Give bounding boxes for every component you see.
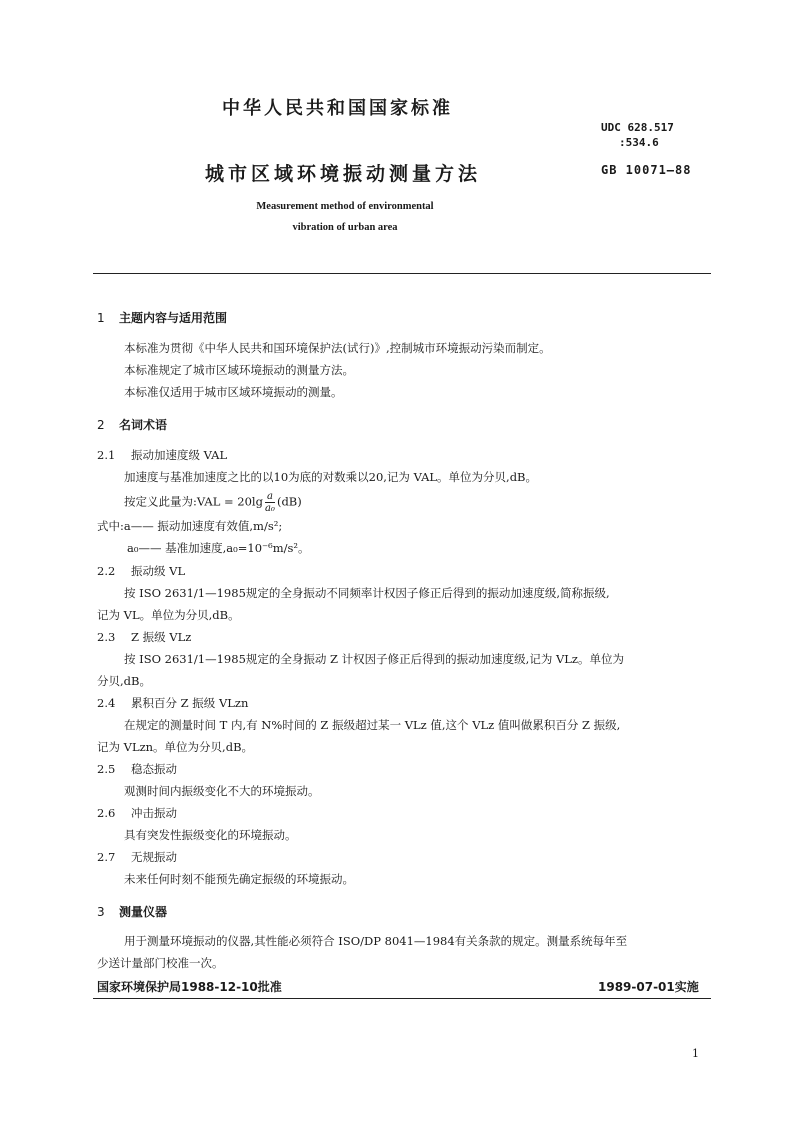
fraction <box>265 491 275 514</box>
subsection-number: 2.1 <box>97 448 116 462</box>
paragraph: 具有突发性振级变化的环境振动。 <box>124 828 297 842</box>
subsection-number: 2.3 <box>97 630 116 644</box>
section-title: 名词术语 <box>119 418 168 432</box>
main-title: 城市区域环境振动测量方法 <box>205 163 482 185</box>
paragraph-continued: 记为 VL。单位为分贝,dB。 <box>97 608 240 622</box>
fraction-denominator: a₀ <box>264 503 275 514</box>
section-number: 2 <box>97 418 105 432</box>
page-number: 1 <box>692 1047 699 1060</box>
paragraph-continued: 记为 VLzn。单位为分贝,dB。 <box>97 740 254 754</box>
subsection-2-2-heading <box>97 563 185 579</box>
paragraph: 在规定的测量时间 T 内,有 N%时间的 Z 振级超过某一 VLz 值,这个 VLz 值叫做累积百分 Z 振级, <box>124 718 621 732</box>
section-1-heading <box>97 309 227 326</box>
formula-suffix: (dB) <box>276 494 302 509</box>
subsection-2-3-heading <box>97 629 191 645</box>
udc-line1: UDC 628.517 <box>601 121 674 134</box>
paragraph: 按 ISO 2631/1—1985规定的全身振动不同频率计权因子修正后得到的振动加速度级,简称振级, <box>124 586 610 600</box>
subsection-number: 2.2 <box>97 564 116 578</box>
english-title-line2: vibration of urban area <box>292 222 398 233</box>
section-title: 测量仪器 <box>119 905 168 919</box>
where-a: a—— 振动加速度有效值,m/s²; <box>123 519 283 533</box>
subsection-title: 冲击振动 <box>131 806 177 820</box>
subsection-number: 2.6 <box>97 806 116 820</box>
subsection-2-5-heading <box>97 761 177 777</box>
subsection-title: 振动加速度级 VAL <box>131 448 228 462</box>
formula-prefix: 按定义此量为:VAL = 20lg <box>124 494 263 509</box>
subsection-2-1-heading <box>97 447 227 463</box>
paragraph: 加速度与基准加速度之比的以10为底的对数乘以20,记为 VAL。单位为分贝,dB。 <box>124 470 538 484</box>
udc-line2: :534.6 <box>619 136 659 149</box>
paragraph: 本标准为贯彻《中华人民共和国环境保护法(试行)》,控制城市环境振动污染而制定。 <box>124 341 551 355</box>
section-2-heading <box>97 416 167 433</box>
subsection-title: Z 振级 VLz <box>131 630 192 644</box>
fraction-numerator: a <box>266 491 273 502</box>
subsection-title: 累积百分 Z 振级 VLzn <box>131 696 249 710</box>
section-3-heading <box>97 903 167 920</box>
section-title: 主题内容与适用范围 <box>119 311 228 325</box>
english-title-line1: Measurement method of environmental <box>256 201 434 212</box>
subsection-title: 稳态振动 <box>131 762 177 776</box>
paragraph-continued: 少送计量部门校准一次。 <box>97 956 224 970</box>
section-number: 3 <box>97 905 105 919</box>
paragraph-continued: 分贝,dB。 <box>97 674 151 688</box>
standard-title: 中华人民共和国国家标准 <box>222 98 453 119</box>
paragraph: 未来任何时刻不能预先确定振级的环境振动。 <box>124 872 354 886</box>
footer-divider <box>93 998 711 999</box>
subsection-title: 无规振动 <box>131 850 177 864</box>
subsection-2-4-heading <box>97 695 248 711</box>
udc-code <box>601 120 674 150</box>
formula <box>124 491 302 514</box>
header-divider <box>93 273 711 274</box>
paragraph: 观测时间内振级变化不大的环境振动。 <box>124 784 320 798</box>
subsection-title: 振动级 VL <box>131 564 186 578</box>
gb-number: GB 10071—88 <box>601 163 692 177</box>
where-label: 式中: <box>97 519 124 533</box>
subsection-2-7-heading <box>97 849 177 865</box>
subsection-number: 2.4 <box>97 696 116 710</box>
where-clause-a <box>97 518 282 534</box>
paragraph: 按 ISO 2631/1—1985规定的全身振动 Z 计权因子修正后得到的振动加速度级,记为 VLz。单位为 <box>124 652 624 666</box>
subsection-2-6-heading <box>97 805 177 821</box>
paragraph: 用于测量环境振动的仪器,其性能必须符合 ISO/DP 8041—1984有关条款的规定。测量系统每年至 <box>124 934 628 948</box>
paragraph: 本标准仅适用于城市区域环境振动的测量。 <box>124 385 343 399</box>
where-clause-a0: a₀—— 基准加速度,a₀=10⁻⁶m/s²。 <box>127 541 310 555</box>
effective-date: 1989-07-01实施 <box>598 980 699 994</box>
section-number: 1 <box>97 311 105 325</box>
subsection-number: 2.7 <box>97 850 116 864</box>
approval-date: 国家环境保护局1988-12-10批准 <box>97 980 282 994</box>
paragraph: 本标准规定了城市区域环境振动的测量方法。 <box>124 363 354 377</box>
subsection-number: 2.5 <box>97 762 116 776</box>
